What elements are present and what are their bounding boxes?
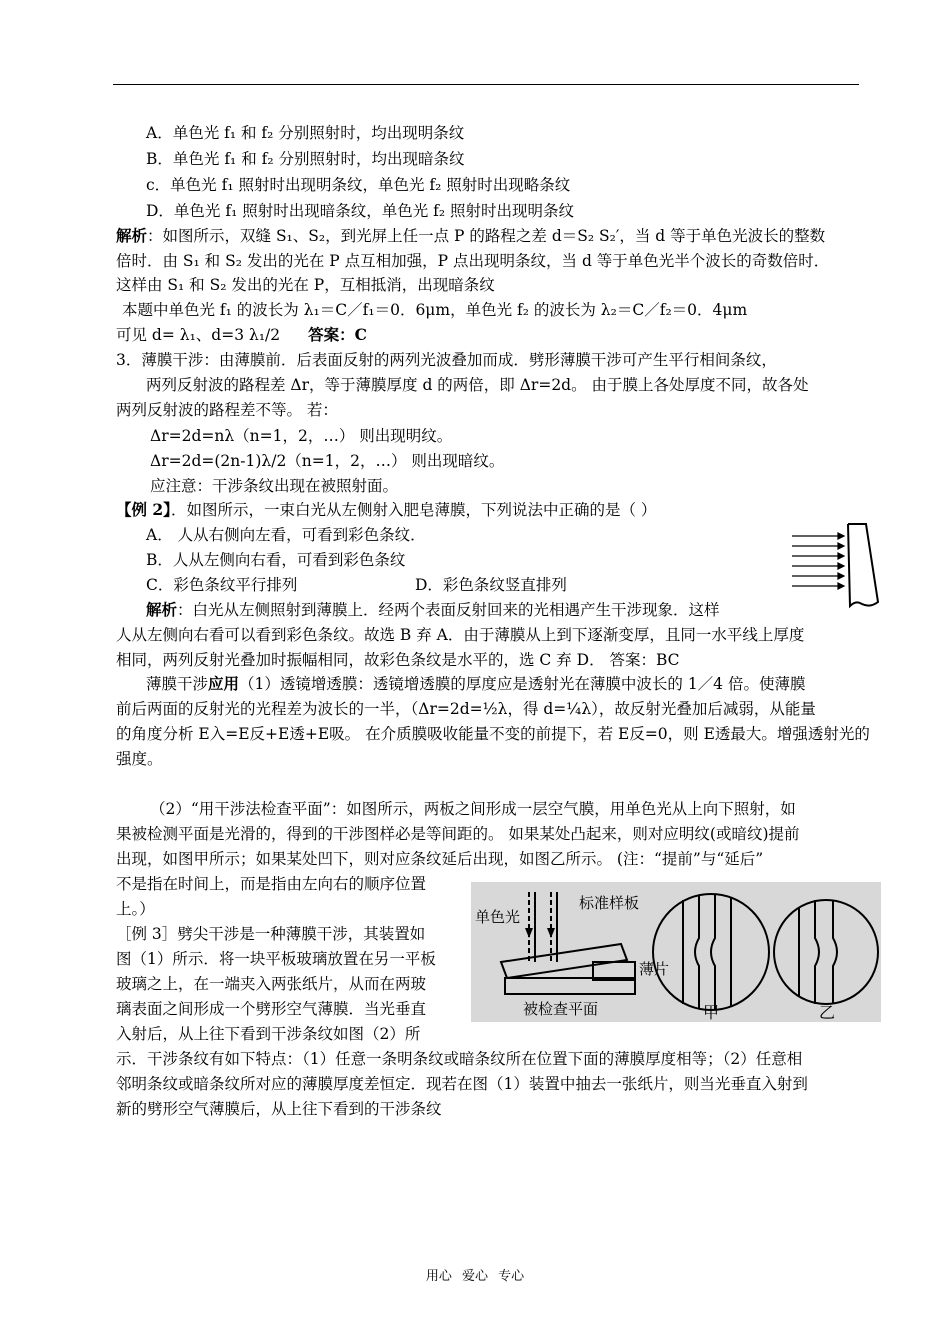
flatness-line-1: （2）“用干涉法检查平面”：如图所示，两板之间形成一层空气膜，用单色光从上向下照射，如 — [150, 800, 796, 818]
bright-fringe-formula: Δr=2d=nλ（n=1，2，…） 则出现明纹。 — [150, 427, 453, 445]
example-2-analysis-label: 解析 — [146, 600, 178, 619]
flatness-line-2: 果被检测平面是光滑的，得到的干涉图样必是等间距的。 如果某处凸起来，则对应明纹(或暗纹)提前 — [116, 825, 800, 843]
example-3-line-5: 入射后，从上往下看到干涉条纹如图（2）所 — [116, 1025, 421, 1043]
section-3-line-1: 3．薄膜干涉：由薄膜前．后表面反射的两列光波叠加而成．劈形薄膜干涉可产生平行相间条纹， — [116, 351, 777, 369]
example-2-question — [116, 498, 656, 522]
application-line-1 — [146, 672, 805, 696]
analysis-1-line-4: 本题中单色光 f₁ 的波长为 λ₁＝C／f₁＝0．6μm，单色光 f₂ 的波长为 λ₂＝C／f₂＝0．4μm — [122, 301, 748, 319]
dark-fringe-formula: Δr=2d=(2n-1)λ/2（n=1，2，…） 则出现暗纹。 — [150, 452, 505, 470]
application-line-2: 前后两面的反射光的光程差为波长的一半，（Δr=2d=½λ，得 d=¼λ），故反射光叠加后减弱，从能量 — [116, 700, 816, 718]
flatness-check-figure — [471, 882, 881, 1022]
label-tested-plane: 被检查平面 — [523, 1000, 599, 1018]
flatness-line-3: 出现，如图甲所示；如果某处凹下，则对应条纹延后出现，如图乙所示。 (注：“提前”与“延后” — [116, 850, 764, 868]
flatness-line-5: 上。） — [116, 900, 155, 918]
header-rule — [113, 84, 859, 85]
example-3-line-4: 璃表面之间形成一个劈形空气薄膜．当光垂直 — [116, 1000, 427, 1018]
soap-film-figure — [786, 518, 882, 610]
flatness-line-4: 不是指在时间上，而是指由左向右的顺序位置 — [116, 875, 427, 893]
application-topic: 薄膜干涉 — [146, 675, 209, 693]
example-3-line-3: 玻璃之上，在一端夹入两张纸片，从而在两玻 — [116, 975, 427, 993]
page-footer: 用心 爱心 专心 — [425, 1269, 525, 1284]
analysis-1-line-1 — [116, 224, 825, 248]
example-3-line-7: 邻明条纹或暗条纹所对应的薄膜厚度差恒定．现若在图（1）装置中抽去一张纸片，则当光垂直入射到 — [116, 1075, 808, 1093]
option-d: D．单色光 f₁ 照射时出现暗条纹，单色光 f₂ 照射时出现明条纹 — [146, 202, 575, 220]
example-2-label: 【例 2】 — [116, 500, 171, 519]
example-2-analysis-line-2: 人从左侧向右看可以看到彩色条纹。故选 B 弃 A．由于薄膜从上到下逐渐变厚，且同一水平线上厚度 — [116, 626, 805, 644]
example-2-analysis-text: ：白光从左侧照射到薄膜上．经两个表面反射回来的光相遇产生干涉现象．这样 — [177, 601, 720, 619]
label-yi: 乙 — [819, 1003, 836, 1022]
application-line-3: 的角度分析 E入=E反+E透+E吸。 在介质膜吸收能量不变的前提下，若 E反=0，则 E透最大。增强透射光的 — [116, 725, 870, 743]
example-3-line-8: 新的劈形空气薄膜后，从上往下看到的干涉条纹 — [116, 1100, 442, 1118]
example-2-analysis-line-3: 相同，两列反射光叠加时振幅相同，故彩色条纹是水平的，选 C 弃 D． 答案：BC — [116, 651, 680, 669]
example-3-line-1: ［例 3］劈尖干涉是一种薄膜干涉，其装置如 — [116, 925, 426, 943]
option-b: B．单色光 f₁ 和 f₂ 分别照射时，均出现暗条纹 — [146, 150, 465, 168]
analysis-1-line-3: 这样由 S₁ 和 S₂ 发出的光在 P，互相抵消，出现暗条纹 — [116, 276, 495, 294]
analysis-1-text: ：如图所示，双缝 S₁、S₂，到光屏上任一点 P 的路程之差 d＝S₂ S₂′，当 d 等于单色光波长的整数 — [147, 227, 826, 245]
label-thin-sheet: 薄片 — [639, 960, 670, 978]
application-label: 应用 — [208, 674, 240, 693]
application-line-4: 强度。 — [116, 750, 163, 768]
analysis-label: 解析 — [116, 226, 148, 245]
example-2-option-c: C．彩色条纹平行排列 — [146, 576, 298, 594]
section-3-line-3: 两列反射波的路程差不等。 若： — [116, 401, 338, 419]
section-3-line-2: 两列反射波的路程差 Δr，等于薄膜厚度 d 的两倍，即 Δr=2d。 由于膜上各处厚度不同，故各处 — [146, 376, 809, 394]
analysis-1-line-5 — [116, 323, 367, 347]
example-3-line-2: 图（1）所示．将一块平板玻璃放置在另一平板 — [116, 950, 436, 968]
label-monochromatic-light: 单色光 — [475, 908, 521, 926]
option-c: c．单色光 f₁ 照射时出现明条纹，单色光 f₂ 照射时出现略条纹 — [146, 176, 571, 194]
label-jia: 甲 — [703, 1003, 720, 1022]
analysis-1-line-2: 倍时．由 S₁ 和 S₂ 发出的光在 P 点互相加强，P 点出现明条纹，当 d 等于单色光半个波长的奇数倍时． — [116, 252, 830, 270]
example-2-analysis-line-1 — [146, 598, 720, 622]
example-2-option-a: A． 人从右侧向左看，可看到彩色条纹． — [146, 526, 426, 544]
label-standard-plate: 标准样板 — [579, 894, 640, 912]
example-3-line-6: 示．干涉条纹有如下特点：（1）任意一条明条纹或暗条纹所在位置下面的薄膜厚度相等；（2）任意相 — [116, 1050, 803, 1068]
section-3-note: 应注意：干涉条纹出现在被照射面。 — [150, 477, 399, 495]
example-2-option-d: D．彩色条纹竖直排列 — [415, 576, 567, 594]
example-2-option-b: B．人从左侧向右看，可看到彩色条纹 — [146, 551, 406, 569]
option-a: A．单色光 f₁ 和 f₂ 分别照射时，均出现明条纹 — [146, 124, 465, 142]
wavelength-relation: 可见 d= λ₁、d=3 λ₁/2 — [116, 326, 281, 344]
answer-1: 答案：C — [308, 325, 367, 344]
example-2-question-text: ．如图所示，一束白光从左侧射入肥皂薄膜，下列说法中正确的是（ ） — [170, 501, 657, 519]
application-text: （1）透镜增透膜：透镜增透膜的厚度应是透射光在薄膜中波长的 1／4 倍。使薄膜 — [239, 675, 806, 693]
